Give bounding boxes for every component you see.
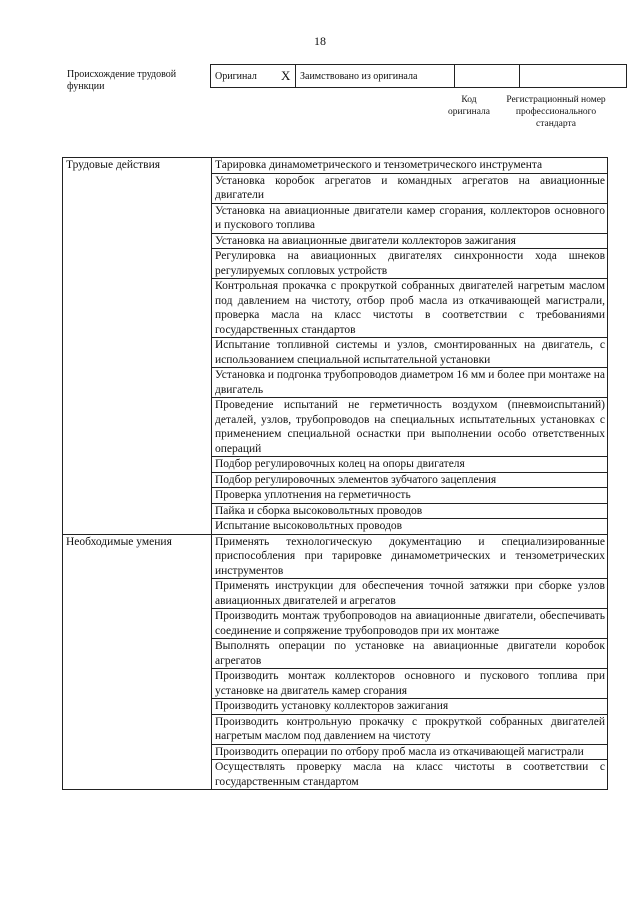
section-title: Необходимые умения — [63, 534, 212, 790]
section-item: Производить монтаж коллекторов основного и пускового топлива при установке на двигатель камер сгорания — [212, 669, 608, 699]
reg-number-cell — [520, 65, 627, 88]
section-item: Производить установку коллекторов зажигания — [212, 699, 608, 715]
section-item: Производить монтаж трубопроводов на авиационные двигатели, обеспечивать соединение и сопряжение трубопроводов при их монтаже — [212, 609, 608, 639]
section-item: Подбор регулировочных элементов зубчатого зацепления — [212, 472, 608, 488]
section-item: Применять инструкции для обеспечения точной затяжки при сборке узлов авиационных двигателей и агрегатов — [212, 579, 608, 609]
section-item: Контрольная прокачка с прокруткой собранных двигателей нагретым маслом под давлением на чистоту, отбор проб масла из откачивающей магистрали, проверка масла на класс чистоты в соответствии с требованиями государственных стандартов — [212, 279, 608, 338]
section-item: Проведение испытаний не герметичность воздухом (пневмоиспытаний) деталей, узлов, трубопроводов на специальных испытательных установках с применением специальной оснастки при выполнении особо ответственных операций — [212, 398, 608, 457]
section-item: Испытание топливной системы и узлов, смонтированных на двигатель, с использованием специальной испытательной установки — [212, 338, 608, 368]
table-row — [63, 534, 608, 579]
original-cell: Оригинал — [211, 65, 278, 88]
section-item: Производить контрольную прокачку с прокруткой собранных двигателей нагретым маслом под давлением на чистоту — [212, 714, 608, 744]
original-mark: X — [277, 65, 296, 88]
table-row — [63, 158, 608, 174]
section-item: Выполнять операции по установке на авиационные двигатели коробок агрегатов — [212, 639, 608, 669]
section-title: Трудовые действия — [63, 158, 212, 535]
section-item: Осуществлять проверку масла на класс чистоты в соответствии с государственным стандартом — [212, 760, 608, 790]
section-item: Производить операции по отбору проб масла из откачивающей магистрали — [212, 744, 608, 760]
code-cell — [455, 65, 520, 88]
section-item: Установка и подгонка трубопроводов диаметром 16 мм и более при монтаже на двигатель — [212, 368, 608, 398]
section-item: Применять технологическую документацию и специализированные приспособления при тарировке динамометрических и тензометрических инструментов — [212, 534, 608, 579]
page-number: 18 — [314, 34, 326, 48]
section-item: Установка на авиационные двигатели коллекторов зажигания — [212, 233, 608, 249]
origin-table — [210, 64, 627, 88]
section-item: Подбор регулировочных колец на опоры двигателя — [212, 457, 608, 473]
section-item: Испытание высоковольтных проводов — [212, 519, 608, 535]
section-item: Регулировка на авиационных двигателях синхронности хода шнеков регулируемых сопловых устройств — [212, 249, 608, 279]
code-caption: Код оригинала — [448, 95, 490, 117]
section-item: Проверка уплотнения на герметичность — [212, 488, 608, 504]
origin-label: Происхождение трудовой функции — [67, 69, 177, 92]
borrowed-cell: Заимствовано из оригинала — [296, 65, 455, 88]
reg-number-caption: Регистрационный номер профессионального стандарта — [506, 95, 606, 129]
section-item: Пайка и сборка высоковольтных проводов — [212, 503, 608, 519]
section-item: Установка на авиационные двигатели камер сгорания, коллекторов основного и пускового топлива — [212, 203, 608, 233]
section-item: Установка коробок агрегатов и командных агрегатов на авиационные двигатели — [212, 173, 608, 203]
section-item: Тарировка динамометрического и тензометрического инструмента — [212, 158, 608, 174]
function-table — [62, 157, 608, 790]
